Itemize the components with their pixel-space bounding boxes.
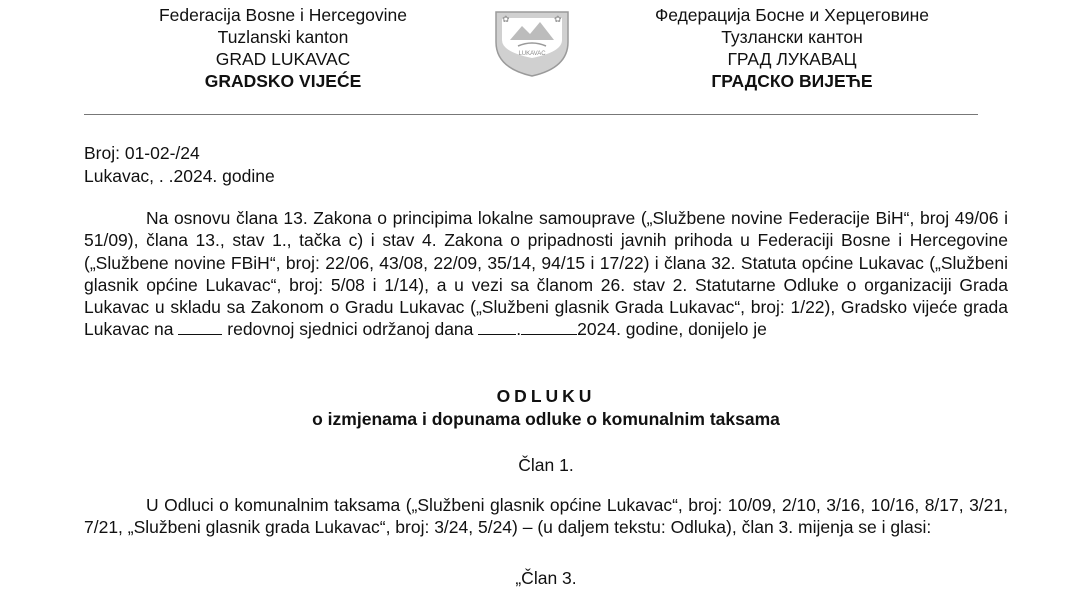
preamble-text-middle: redovnoj sjednici održanoj dana <box>227 319 474 340</box>
session-number-blank <box>178 319 222 335</box>
date-dot: . <box>516 319 522 340</box>
day-blank <box>478 319 516 335</box>
document-number: Broj: 01-02-/24 <box>84 143 200 163</box>
canton-name: Tuzlanski kanton <box>217 27 349 47</box>
canton-name-cyrillic: Тузлански кантон <box>721 27 863 47</box>
city-name-cyrillic: ГРАД ЛУКАВАЦ <box>727 49 857 69</box>
svg-text:✿: ✿ <box>554 15 562 25</box>
preamble-paragraph <box>84 207 1008 341</box>
article-1-paragraph: U Odluci o komunalnim taksama („Službeni glasnik općine Lukavac“, broj: 10/09, 2/10, 3/16, 10/16, 8/17, 3/21, 7/21, „Službeni glasnik grada Lukavac“, broj: 3/24, 5/24) – (u daljem tekstu: Odluka), član 3. mijenja se i glasi: <box>84 495 1008 538</box>
month-blank <box>521 319 577 335</box>
city-coat-of-arms <box>488 6 576 78</box>
city-name: GRAD LUKAVAC <box>215 49 351 69</box>
federation-name-cyrillic: Федерација Босне и Херцеговине <box>654 5 930 25</box>
decision-title: ODLUKU <box>496 386 596 406</box>
federation-name: Federacija Bosne i Hercegovine <box>158 5 408 25</box>
header-cyrillic <box>622 4 962 92</box>
header-latin <box>113 4 453 92</box>
emblem-lettering: LUKAVAC <box>518 51 546 57</box>
article-3-heading: „Član 3. <box>515 568 577 588</box>
article-1-heading: Član 1. <box>518 455 574 475</box>
svg-text:✿: ✿ <box>502 15 510 25</box>
council-name-cyrillic: ГРАДСКО ВИЈЕЋЕ <box>711 71 873 91</box>
preamble-text-end: 2024. godine, donijelo je <box>577 319 767 340</box>
header-divider <box>84 114 978 115</box>
place-and-date: Lukavac, . .2024. godine <box>84 166 275 186</box>
council-name: GRADSKO VIJEĆE <box>204 71 362 91</box>
preamble-text: Na osnovu člana 13. Zakona o principima lokalne samouprave („Službene novine Federacije BiH“, broj 49/06 i 51/09), člana 13., stav 1., tačka c) i stav 4. Zakona o pripadnosti javnih prihoda u Federaciji Bosne i Hercegovine („Službene novine FBiH“, broj: 22/06, 43/08, 22/09, 35/14, 94/15 i 17/22) i člana 32. Statuta općine Lukavac („Službeni glasnik općine Lukavac“, broj: 5/08 i 1/14), a u vezi sa članom 26. stav 2. Statutarne Odluke o organizaciji Grada Lukavac u skladu sa Zakonom o Gradu Lukavac („Službeni glasnik Grada Lukavac“, broj: 1/22), Gradsko vijeće grada Lukavac na <box>84 208 1008 340</box>
decision-subtitle: o izmjenama i dopunama odluke o komunalnim taksama <box>312 409 780 429</box>
